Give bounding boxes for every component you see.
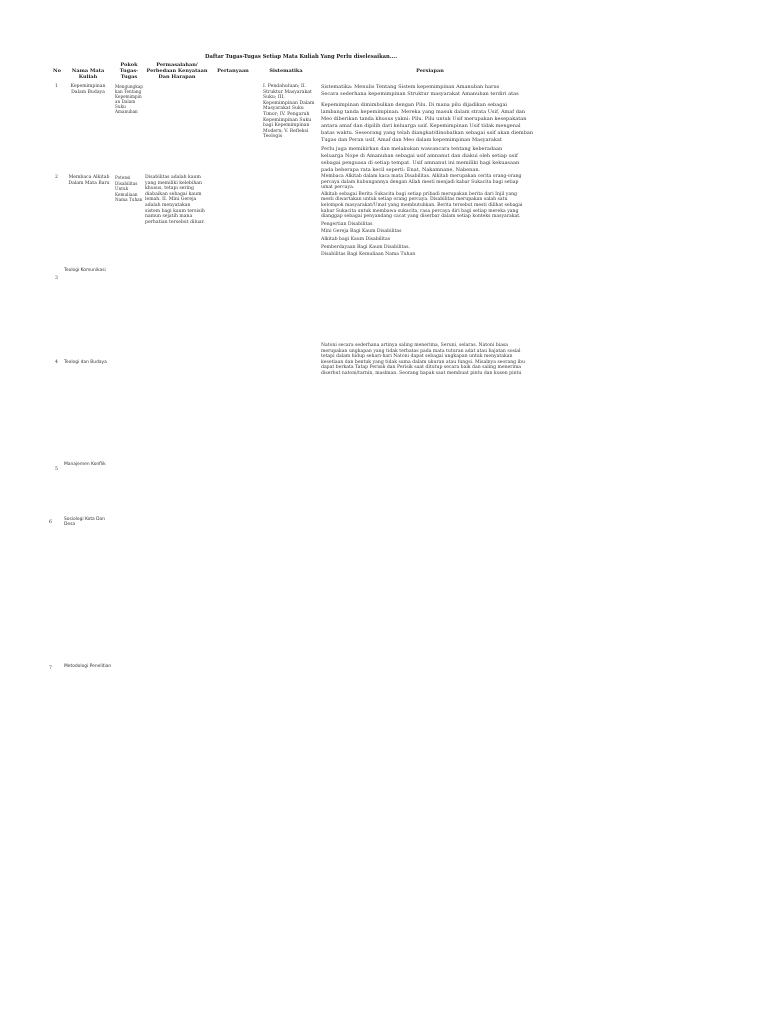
row4-no: 4 — [55, 360, 58, 365]
header-mata-kuliah: Nama Mata Kuliah — [71, 68, 105, 81]
row6-mata-kuliah: Sosiologi Kota Dan Desa — [64, 517, 105, 528]
row5-mata-kuliah: Manajemen Konflik — [64, 462, 106, 467]
row1-persiapan-line: Secara sederhana kepemimpinan Struktur masyarakat Amanuban terdiri atas — [321, 91, 519, 97]
row4-persiapan-line: Natoni secara sederhana artinya saling menerima, Seruni, selaras. Natoni biasa — [321, 343, 509, 348]
document-title: Daftar Tugas-Tugas Setiap Mata Kuliah Yang Perlu diselesaikan.... — [205, 54, 398, 60]
row1-persiapan-line: Perlu juga memikirkan dan melakukan wawancara tentang keberadaan — [321, 146, 503, 152]
row2-persiapan-line: kelompok masyarakat/Umat yang membutuhkan. Berita tersebut mesti dilihat sebagai — [321, 202, 523, 208]
row1-persiapan — [321, 84, 541, 174]
row1-persiapan-line: antara amaf dan dipilih dari keluarga usif. Kepemimpinan Usif tidak mengenal — [321, 123, 521, 129]
row7-mata-kuliah: Metodologi Penelitian — [64, 664, 112, 669]
row2-persiapan-line: Alkitab sebagai Berita Sukacita bagi setiap pribadi merupakan berita dari Injil yang — [321, 191, 517, 197]
row2-persiapan-line: mesti diwartakan untuk setiap orang percaya. Disabilitas merupakan salah satu — [321, 197, 508, 203]
row2-mata-kuliah: Membaca Alkitab Dalam Mata Baru — [68, 175, 110, 186]
row1-persiapan-line: Tugas dan Peran usif, Amaf dan Meo dalam kepemimpinan Masyarakat — [321, 137, 502, 143]
row2-persiapan-line: dianggap sebagai penyandang cacat yang diserbar dalam setiap konteks masyarakat. — [321, 214, 521, 220]
row2-permasalahan: Disabilitas adalah kaum yang memiliki kelebihan khusus, tetapi sering diabaikan sebagai kaum lemah. II. Mini Gereja adalah menyatakan sistem bagi kaum tersisih namun sejatih mana perhatian tersebut diluar. — [145, 175, 205, 225]
row4-persiapan-line: merupakan ungkapan yang tidak terbatas pada mata tuturan adat atau bajatan sosial — [321, 348, 521, 354]
row1-mata-kuliah: Kepemimpinan Dalam Budaya — [70, 84, 106, 95]
row2-persiapan-list-item: Pengertian Disabilitas — [321, 221, 373, 227]
header-persiapan: Persiapan — [416, 68, 444, 74]
header-permasalahan: Permasalahan/ Perbedaan Kenyataan Dan Harapan — [146, 62, 208, 81]
row2-persiapan-line: Membaca Alkitab dalam kaca mata Disabilitas. Alkitab merupakan cerita orang-orang — [321, 174, 522, 179]
row1-persiapan-line: batas waktu. Seseorang yang telah diangkat/dinobatkan sebagai usif akan diemban — [321, 130, 534, 136]
row2-persiapan-list-item: Alkitab bagi Kaum Disabilitas — [321, 236, 391, 242]
row2-persiapan-list-item: Disabilitas Bagi Kemuliaan Nama Tuhan — [321, 252, 416, 258]
row3-mata-kuliah: Teologi Komunikasi — [64, 268, 106, 273]
row4-persiapan-line: kesetiaan dan bentuk yang tidak sama dalam ukuran atau fungsi. Misalnya seorang ibu — [321, 359, 525, 365]
row6-no: 6 — [49, 520, 52, 525]
row1-persiapan-line: sebagai penguasa di setiap tempat. Usif amnanut ini memiliki hagi kekuasaan — [321, 160, 520, 166]
row2-pokok-tugas: Potensi Disabilitas Untuk Kemuliaan Nama Tuhan — [115, 175, 143, 203]
row1-sistematika: I. Pendahuluan; II. Struktur Masyarakat Suku; III. Kepemimpinan Dalam Masyarakat Suku Timor; IV. Pengaruh Kepemimpinan Suku bagi Kepemimpinan Modern; V. Refleksi Teologis — [263, 84, 315, 140]
row1-persiapan-line: keluarga Nope di Amanuban sebagai usif amnanut dan diakui oleh setiap usif — [321, 153, 518, 159]
row1-no: 1 — [55, 84, 58, 89]
row5-no: 5 — [55, 467, 58, 472]
row2-no: 2 — [55, 175, 58, 180]
row2-persiapan-list-item: Pemberdayaan Bagi Kaum Disabilitas. — [321, 244, 410, 250]
row2-persiapan — [321, 174, 541, 258]
row2-persiapan-line: percaya dalam hubungannya dengan Allah mesti menjadi kabar Sukacita bagi setiap — [321, 179, 519, 185]
header-no: No — [53, 68, 61, 74]
row1-persiapan-line: Kepemimpinan dimimbulkan dengan Pilu. Di mana pilu dijadikan sebagai — [321, 102, 508, 108]
row3-no: 3 — [55, 276, 58, 281]
row4-persiapan — [321, 343, 541, 377]
row1-persiapan-line: lambang tanda kepemimpinan. Mereka yang masuk dalam strata Usif, Amaf dan — [321, 109, 526, 115]
row1-persiapan-line: pada beberapa rata kecil seperti: Enat, Nakamnane, Nabenan. — [321, 167, 481, 173]
row1-persiapan-line: Meo diberikan tanda khusus yakni: Pilu. Pilu untuk Usif merupakan kesepakatan — [321, 116, 527, 122]
row2-persiapan-line: kabar Sukacita untuk membawa sukacita, rasa percaya diri bagi setiap mereka yang — [321, 208, 519, 214]
row7-no: 7 — [49, 666, 52, 671]
row4-persiapan-line: tetapi dalam hidup sehari-hari Natoni dapat sebagai ungkapan untuk menyatakan — [321, 354, 513, 360]
header-sistematika: Sistematika — [269, 68, 303, 74]
row2-persiapan-line: umat percaya. — [321, 185, 355, 191]
row2-persiapan-list-item: Mini Gereja Bagi Kaum Disabilitas — [321, 229, 402, 235]
row1-pokok-tugas: Mengungkap kan Tentang Kepemimpin an Dalam Suku Amanuban — [115, 84, 143, 114]
row1-persiapan-line: Sistematika: Menulis Tentang Sistem kepemimpinan Amanuban harus — [321, 84, 500, 90]
row4-mata-kuliah: Teologi dan Budaya — [64, 360, 107, 365]
header-pokok-tugas: Pokok Tugas-Tugas — [119, 62, 139, 81]
header-pertanyaan: Pertanyaan — [217, 68, 249, 74]
row4-persiapan-line: dapat berkata Tatap Perisik dan Perisik saat ditutup secara baik dan saling menerima — [321, 365, 522, 371]
row4-persiapan-line: diserbut natoni/tarnin, maslman. Seorang bapak saat membuat pintu dan kusen pintu — [321, 370, 522, 376]
